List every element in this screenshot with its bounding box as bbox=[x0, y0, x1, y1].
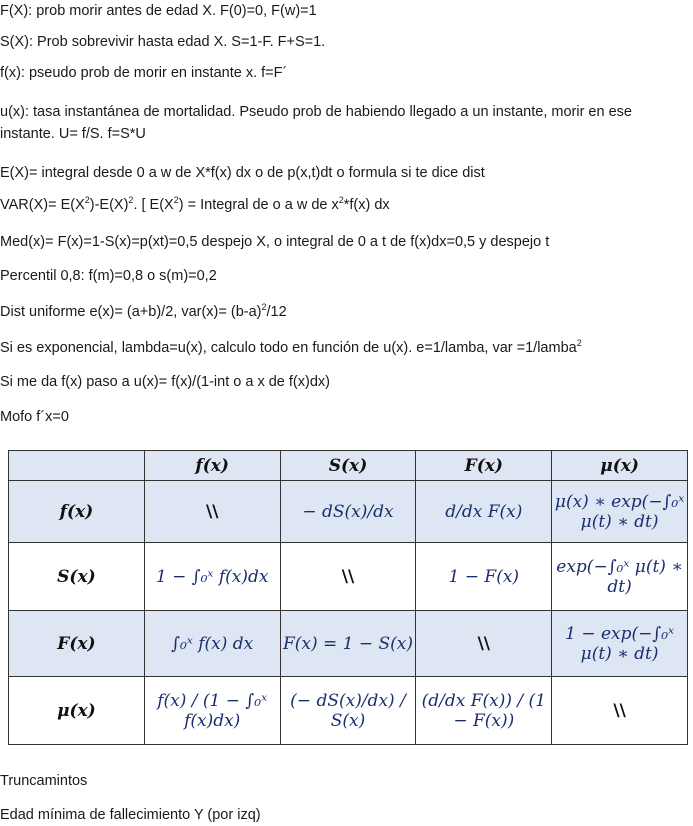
note-line-5: E(X)= integral desde 0 a w de X*f(x) dx o de p(x,t)dt o formula si te dice dist bbox=[0, 165, 485, 181]
table-cell: 1 − F(x) bbox=[416, 543, 552, 611]
note-line-2: S(X): Prob sobrevivir hasta edad X. S=1-F. F+S=1. bbox=[0, 34, 326, 50]
note-line-3: f(x): pseudo prob de morir en instante x. f=F´ bbox=[0, 65, 288, 81]
table-cell: \\ bbox=[144, 481, 280, 543]
table-row bbox=[9, 677, 688, 745]
note-line-1: F(X): prob morir antes de edad X. F(0)=0, F(w)=1 bbox=[0, 3, 317, 19]
table-row bbox=[9, 611, 688, 677]
section-heading-truncamientos: Truncamintos bbox=[0, 773, 88, 789]
row-label: μ(x) bbox=[9, 677, 145, 745]
note-line-11: Si me da f(x) paso a u(x)= f(x)/(1-int o a x de f(x)dx) bbox=[0, 374, 330, 390]
table-cell: (− dS(x)/dx) / S(x) bbox=[280, 677, 416, 745]
table-cell: (d/dx F(x)) / (1 − F(x)) bbox=[416, 677, 552, 745]
table-header-cell: μ(x) bbox=[552, 451, 688, 481]
table-header-cell: F(x) bbox=[416, 451, 552, 481]
note-line-12: Mofo f´x=0 bbox=[0, 409, 69, 425]
note-line-6: $VAR(X)= E(X^2)-E(X)^2$. [ $E(X^2)$ = Integral de o a w de $x^2*f(x)$ dx bbox=[0, 195, 390, 213]
table-row bbox=[9, 481, 688, 543]
note-line-4: u(x): tasa instantánea de mortalidad. Pseudo prob de habiendo llegado a un instante, morir en ese instante. U= f/S. f=S*U bbox=[0, 104, 632, 142]
table-cell: \\ bbox=[280, 543, 416, 611]
note-line-10: Si es exponencial, lambda=u(x), calculo todo en función de u(x). e=1/lamba, var =1/lamba$^2$ bbox=[0, 338, 582, 356]
row-label: F(x) bbox=[9, 611, 145, 677]
formula-table bbox=[8, 450, 688, 745]
note-line-9: Dist uniforme e(x)= (a+b)/2, $var(x)= (b-a)^2/12$ bbox=[0, 302, 287, 320]
note-line-8: Percentil 0,8: f(m)=0,8 o s(m)=0,2 bbox=[0, 268, 217, 284]
table-cell: 1 − exp(−∫₀ˣ μ(t) ∗ dt) bbox=[552, 611, 688, 677]
table-cell: \\ bbox=[552, 677, 688, 745]
note-line-7: Med(x)= F(x)=1-S(x)=p(xt)=0,5 despejo X, o integral de 0 a t de f(x)dx=0,5 y despejo t bbox=[0, 234, 550, 250]
row-label: f(x) bbox=[9, 481, 145, 543]
table-cell: μ(x) ∗ exp(−∫₀ˣ μ(t) ∗ dt) bbox=[552, 481, 688, 543]
table-cell: − dS(x)/dx bbox=[280, 481, 416, 543]
table-cell: F(x) = 1 − S(x) bbox=[280, 611, 416, 677]
table-corner bbox=[9, 451, 145, 481]
table-row bbox=[9, 543, 688, 611]
table-cell: exp(−∫₀ˣ μ(t) ∗ dt) bbox=[552, 543, 688, 611]
table-header-cell: S(x) bbox=[280, 451, 416, 481]
note-line-13: Edad mínima de fallecimiento Y (por izq) bbox=[0, 807, 261, 823]
table-header-row bbox=[9, 451, 688, 481]
table-header-cell: f(x) bbox=[144, 451, 280, 481]
table-cell: f(x) / (1 − ∫₀ˣ f(x)dx) bbox=[144, 677, 280, 745]
table-cell: d/dx F(x) bbox=[416, 481, 552, 543]
row-label: S(x) bbox=[9, 543, 145, 611]
table-cell: ∫₀ˣ f(x) dx bbox=[144, 611, 280, 677]
table-cell: 1 − ∫₀ˣ f(x)dx bbox=[144, 543, 280, 611]
table-cell: \\ bbox=[416, 611, 552, 677]
